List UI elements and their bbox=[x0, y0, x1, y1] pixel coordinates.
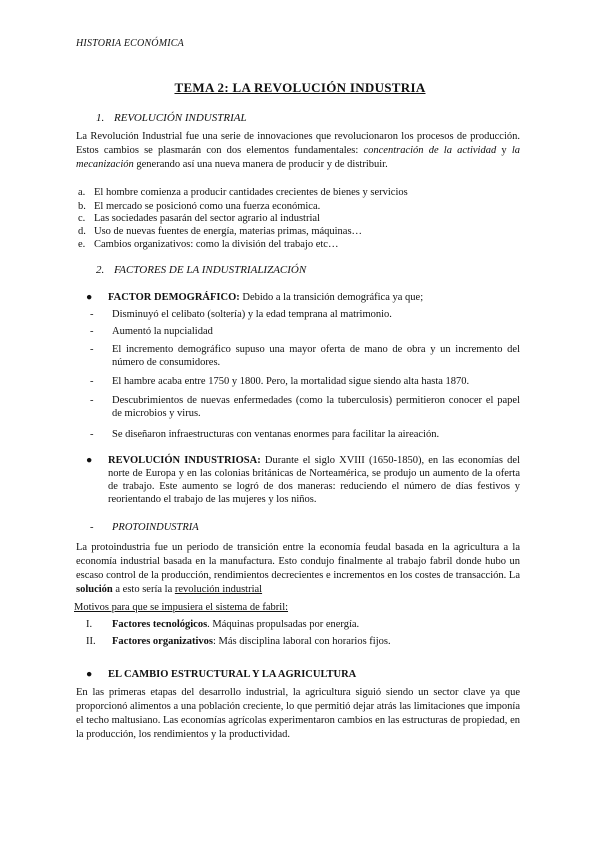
dash-text: El hambre acaba entre 1750 y 1800. Pero, la mortalidad sigue siendo alta hasta 1870. bbox=[112, 376, 470, 387]
emphasis-text: concentración de la actividad bbox=[363, 145, 497, 156]
roman-text: . Máquinas propulsadas por energía. bbox=[207, 619, 360, 630]
list-text: Uso de nuevas fuentes de energía, materias primas, máquinas… bbox=[94, 226, 363, 237]
motivos-heading bbox=[74, 601, 518, 615]
bullet-title: EL CAMBIO ESTRUCTURAL Y LA AGRICULTURA bbox=[108, 669, 357, 680]
protoindustria-text bbox=[76, 541, 520, 597]
dash-text: El incremento demográfico supuso una mayor oferta de mano de obra y un incremento del número de consumidores. bbox=[112, 344, 520, 368]
bullet-icon: ● bbox=[86, 455, 93, 466]
dash-text: Descubrimientos de nuevas enfermedades (como la tuberculosis) permitieron conocer el papel de microbios y virus. bbox=[112, 395, 520, 419]
cambio-estructural bbox=[86, 668, 520, 681]
dash-icon: - bbox=[90, 376, 94, 387]
section-number: 1. bbox=[96, 112, 105, 124]
list-marker: b. bbox=[78, 201, 86, 212]
protoindustria-heading bbox=[90, 521, 520, 534]
underlined-text: Motivos para que se impusiera el sistema de fabril: bbox=[74, 602, 289, 613]
dash-item bbox=[90, 375, 520, 388]
section-2-heading bbox=[96, 264, 306, 276]
roman-label: Factores tecnológicos bbox=[112, 619, 208, 630]
list-marker: d. bbox=[78, 226, 86, 237]
dash-item bbox=[90, 343, 520, 369]
list-item bbox=[78, 238, 338, 251]
factor-demografico bbox=[86, 291, 520, 304]
list-text: Cambios organizativos: como la división del trabajo etc… bbox=[94, 239, 339, 250]
document-title: TEMA 2: LA REVOLUCIÓN INDUSTRIA bbox=[174, 80, 426, 95]
intro-text: La Revolución Industrial fue una serie de innovaciones que revolucionaron los procesos de producción. Estos cambios se plasmarán con dos elementos fundamentales: bbox=[76, 131, 520, 156]
section-title: FACTORES DE LA INDUSTRIALIZACIÓN bbox=[114, 264, 307, 276]
dash-text: Disminuyó el celibato (soltería) y la edad temprana al matrimonio. bbox=[112, 309, 392, 320]
para-text: a esto sería la bbox=[112, 584, 175, 595]
intro-text: y bbox=[496, 145, 512, 156]
agricultura-text: En las primeras etapas del desarrollo industrial, la agricultura siguió siendo un sector clave ya que proporcionó alimentos a una población creciente, lo que permitió dejar atrás las limitaciones que imponía el techo maltusiano. Las economías agrícolas experimentaron cambios en las estructuras de propiedad, en la producción, los rendimientos y la productividad. bbox=[76, 687, 520, 740]
dash-icon: - bbox=[90, 309, 94, 320]
roman-marker: I. bbox=[86, 619, 93, 630]
page-header: HISTORIA ECONÓMICA bbox=[76, 38, 184, 49]
bullet-text: Debido a la transición demográfica ya que; bbox=[239, 292, 424, 303]
section-1-intro bbox=[76, 130, 520, 172]
roman-marker: II. bbox=[86, 636, 96, 647]
dash-icon: - bbox=[90, 344, 94, 355]
dash-item bbox=[90, 308, 520, 321]
list-text: El hombre comienza a producir cantidades crecientes de bienes y servicios bbox=[94, 187, 408, 198]
dash-item bbox=[90, 325, 520, 338]
dash-icon: - bbox=[90, 522, 94, 533]
section-title: REVOLUCIÓN INDUSTRIAL bbox=[114, 112, 247, 124]
dash-text: Aumentó la nupcialidad bbox=[112, 326, 213, 337]
roman-label: Factores organizativos bbox=[112, 636, 213, 647]
subheading-text: PROTOINDUSTRIA bbox=[112, 522, 199, 533]
list-marker: e. bbox=[78, 239, 86, 250]
dash-item bbox=[90, 428, 520, 441]
intro-text: generando así una nueva manera de producir y de distribuir. bbox=[133, 159, 388, 170]
bold-text: solución bbox=[76, 584, 113, 595]
dash-text: Se diseñaron infraestructuras con ventanas enormes para facilitar la aireación. bbox=[112, 429, 440, 440]
list-text: El mercado se posicionó como una fuerza económica. bbox=[94, 201, 321, 212]
list-marker: a. bbox=[78, 187, 86, 198]
section-1-heading bbox=[96, 112, 247, 124]
dash-icon: - bbox=[90, 395, 94, 406]
bullet-title: FACTOR DEMOGRÁFICO: bbox=[108, 292, 240, 303]
bullet-icon: ● bbox=[86, 292, 93, 303]
bullet-icon: ● bbox=[86, 669, 93, 680]
underlined-text: revolución industrial bbox=[174, 584, 263, 595]
list-marker: c. bbox=[78, 213, 86, 224]
roman-item bbox=[86, 619, 359, 630]
roman-item bbox=[86, 636, 391, 647]
list-text: Las sociedades pasarán del sector agrario al industrial bbox=[94, 213, 320, 224]
revolucion-industriosa bbox=[86, 454, 520, 506]
dash-icon: - bbox=[90, 326, 94, 337]
para-text: La protoindustria fue un periodo de transición entre la economía feudal basada en la agricultura a la economía industrial basada en la manufactura. Esto condujo finalmente al trabajo fabril donde hubo un escaso control de la producción, rendimientos decrecientes e incrementos en los costes de transacción. La bbox=[76, 542, 520, 581]
dash-icon: - bbox=[90, 429, 94, 440]
list-item bbox=[78, 212, 320, 225]
list-item bbox=[78, 225, 362, 238]
bullet-title: REVOLUCIÓN INDUSTRIOSA: bbox=[108, 455, 261, 466]
dash-item bbox=[90, 394, 520, 420]
list-item bbox=[78, 186, 408, 199]
emphasis-text: la mecanización bbox=[76, 145, 520, 170]
roman-text: : Más disciplina laboral con horarios fijos. bbox=[213, 636, 391, 647]
section-number: 2. bbox=[96, 264, 105, 276]
bullet-text: Durante el siglo XVIII (1650-1850), en las economías del norte de Europa y en las colonias británicas de Norteamérica, se produjo un aumento de la oferta de trabajo. Este aumento se logró de dos maneras: reduciendo el número de días festivos y reorientando el trabajo de las mujeres y los niños. bbox=[108, 455, 520, 505]
